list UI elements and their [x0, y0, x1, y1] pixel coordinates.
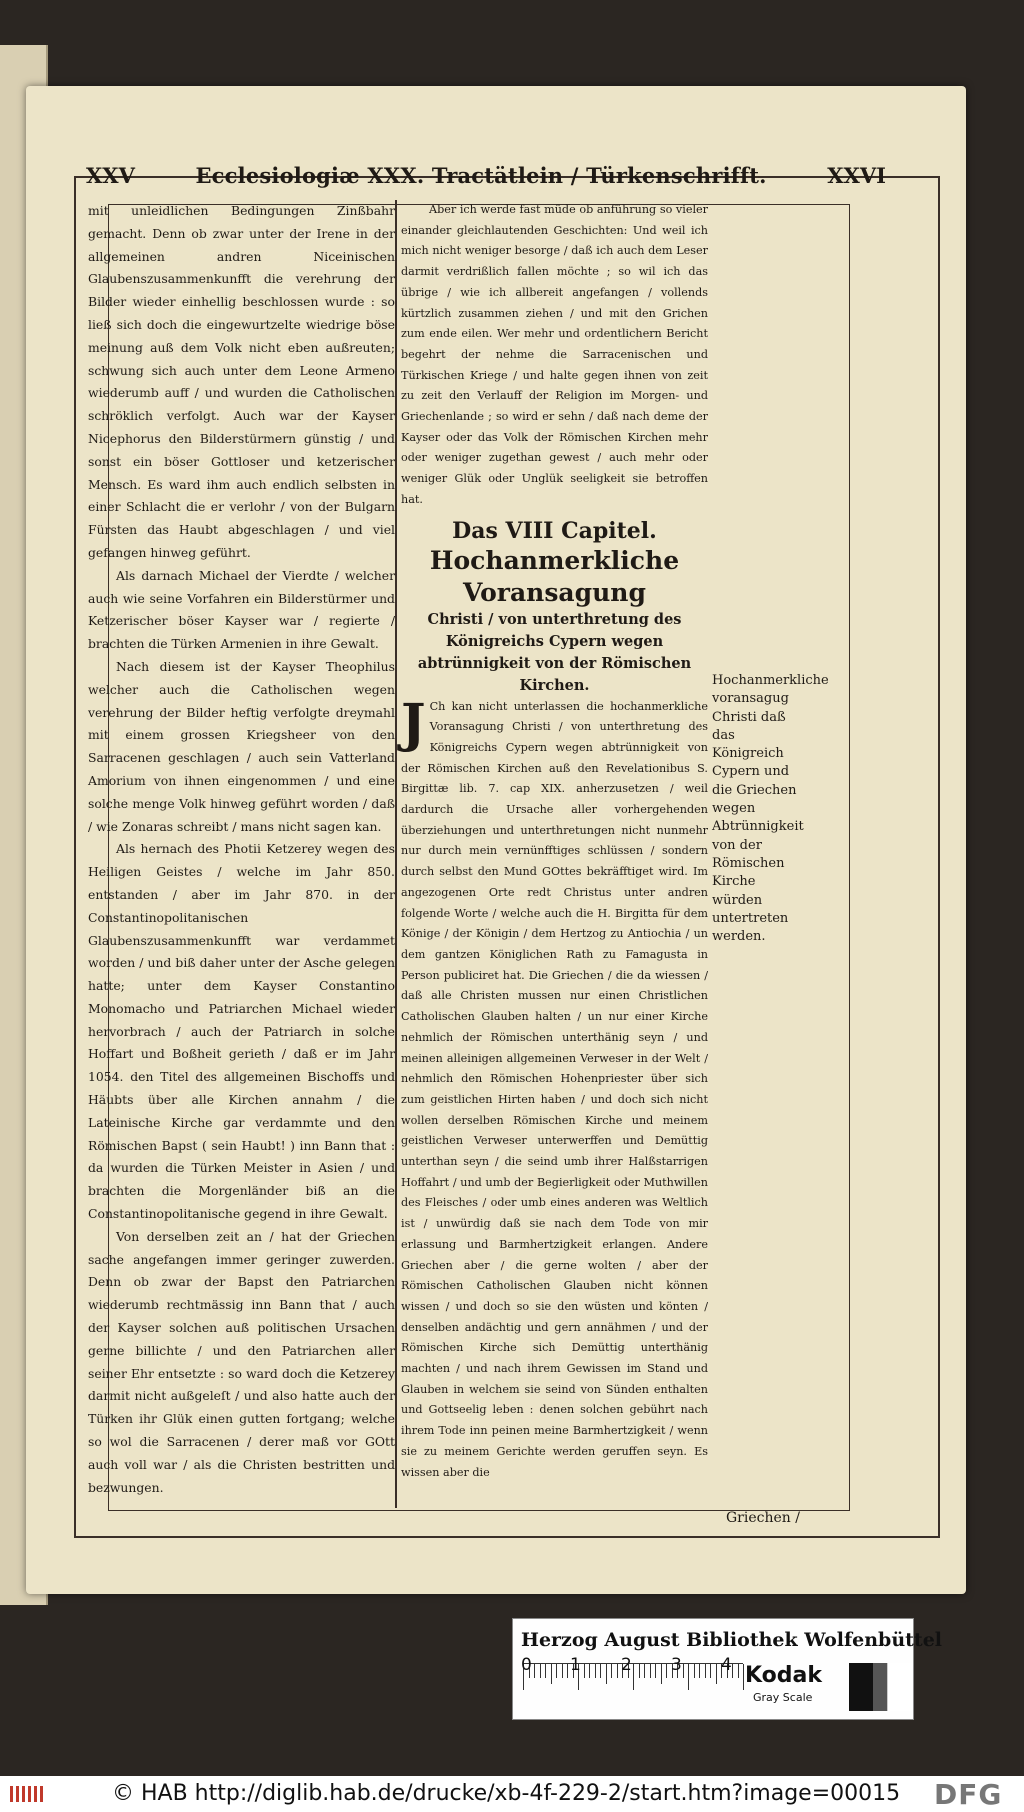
ruler-tick — [699, 1664, 700, 1678]
ruler-tick — [743, 1664, 744, 1690]
ruler-tick — [540, 1664, 541, 1678]
source-link[interactable]: © HAB http://diglib.hab.de/drucke/xb-4f-229-2/start.htm?image=00015 — [112, 1781, 901, 1806]
ruler-tick — [732, 1664, 733, 1678]
ruler-tick — [633, 1664, 634, 1690]
header-right: XXVI — [827, 162, 886, 188]
ruler-tick — [650, 1664, 651, 1678]
running-header — [86, 161, 886, 189]
book-page — [26, 86, 966, 1594]
ruler-tick — [589, 1664, 590, 1678]
ruler-tick — [666, 1664, 667, 1678]
paragraph: Als darnach Michael der Vierdte / welcher auch wie seine Vorfahren ein Bilderstürmer und Ketzerischer böser Kayser war / regierte / brachten die Türken Armenien in ihre Gewalt. — [88, 567, 395, 652]
paragraph: Aber ich werde fast müde ob anführung so vieler einander gleichlautenden Geschichten: Und weil ich mich nicht weniger besorge / daß ich auch dem Leser darmit verdrißlich fallen möchte ; so wil ich das übrige / wie ich allbereit angefangen / vollends kürtzlich zusammen ziehen / und mit den Grichen zum ende eilen. Wer mehr und ordentlichern Bericht begehrt der nehme die Sarracenischen und Türkischen Kriege / und halte gegen ihnen von zeit zu zeit den Verlauff der Religion im Morgen- und Griechenlande ; so wird er sehn / daß nach deme der Kayser oder das Volk der Römischen Kirchen mehr oder weniger zugethan gewest / auch mehr oder weniger Glük oder Unglük seeligkeit sie betroffen hat. — [401, 203, 708, 506]
ruler-tick — [694, 1664, 695, 1678]
ruler-tick — [705, 1664, 706, 1678]
ruler-tick — [562, 1664, 563, 1678]
chapter-text: Ch kan nicht unterlassen die hochanmerkliche Voransagung Christi / von unterthretung des Königreichs Cypern wegen abtrünnigkeit von der Römischen Kirchen auß den Revelationibus S. Birgittæ lib. 7. cap XIX. anherzusetzen / weil dardurch die Ursache aller vorhergehenden überziehungen und unterthretungen nicht nunmehr nur durch mein vernünfftiges schlüssen / sondern durch selbst den Mund GOttes bekräfftiget wird. Im angezogenen Orte redt Christus unter andren folgende Worte / welche auch die H. Birgitta für dem Könige / der Königin / dem Hertzog zu Antiochia / un dem gantzen Königlichen Rath zu Famagusta in Person publiciret hat. Die Griechen / die da wiessen / daß alle Christen mussen nur einen Christlichen Catholischen Glauben halten / un nur einer Kirche nehmlich der Römischen unterthänig seyn / und meinen alleinigen allgemeinen Verweser in der Welt / nehmlich den Römischen Hohenpriester über sich zum geistlichen Hirten haben / und doch sich nicht wollen derselben Römischen Kirche und meinem geistlichen Verweser unterwerffen und Demüttig unterthan seyn / die seind umb ihrer Halßstarrigen Hoffahrt / und umb der Begierligkeit oder Muthwillen des Fleisches / oder umb eines anderen was Weltlich ist / unwürdig daß sie nach dem Tode von mir erlassung und Barmhertzigkeit erlangen. Andere Griechen aber / die gerne wolten / aber der Römischen Catholischen Glauben nicht können wissen / und doch so sie den wüsten und könten / denselben andächtig und gern annähmen / und der Römischen Kirche sich Demüttig unterthänig machten / und nach ihrem Gewissen im Stand und Glauben in welchem sie seind von Sünden enthalten und Gottseelig leben : denen solchen gebührt nach ihrem Tode inn peinen meine Barmhertzigkeit / wenn sie zu meinem Gerichte werden geruffen seyn. Es wissen aber die — [401, 699, 708, 1479]
ruler-number: 0 — [521, 1655, 532, 1675]
margin-note: Hochanmerkliche voransagug Christi daß das Königreich Cypern und die Griechen wegen Abtrünnigkeit von der Römischen Kirche würden untertreten werden. — [712, 673, 829, 945]
ruler-tick — [644, 1664, 645, 1678]
scale-ruler — [523, 1663, 743, 1694]
ruler-number: 3 — [671, 1655, 682, 1675]
ruler-tick — [738, 1664, 739, 1678]
ruler-tick — [534, 1664, 535, 1678]
header-middle: Ecclesiologiæ XXX. Tractätlein / Türkenschrifft. — [195, 162, 767, 188]
ruler-number: 2 — [621, 1655, 632, 1675]
ruler-tick — [600, 1664, 601, 1678]
chapter-body — [401, 692, 708, 1484]
hab-logo-icon — [8, 1782, 48, 1806]
ruler-tick — [567, 1664, 568, 1678]
gray-swatch-mid — [873, 1663, 887, 1711]
right-column — [401, 200, 708, 1483]
ruler-tick — [655, 1664, 656, 1678]
ruler-tick — [595, 1664, 596, 1678]
ruler-tick — [688, 1664, 689, 1690]
library-name: Herzog August Bibliothek Wolfenbüttel — [521, 1629, 942, 1651]
drop-cap: J — [401, 692, 426, 754]
kodak-brand: Kodak — [745, 1663, 822, 1688]
library-color-card — [512, 1618, 942, 1720]
footer-bar — [0, 1776, 1024, 1812]
ruler-tick — [617, 1664, 618, 1678]
ruler-number: 1 — [570, 1655, 581, 1675]
ruler-tick — [556, 1664, 557, 1678]
gray-swatch-white — [887, 1663, 912, 1711]
ruler-number: 4 — [721, 1655, 732, 1675]
ruler-tick — [611, 1664, 612, 1678]
ruler-tick — [639, 1664, 640, 1678]
header-left: XXV — [86, 162, 135, 188]
ruler-tick — [584, 1664, 585, 1678]
ruler-tick — [710, 1664, 711, 1678]
ruler-tick — [661, 1664, 662, 1684]
paragraph: Nach diesem ist der Kayser Theophilus welcher auch die Catholischen wegen verehrung der Bilder heftig verfolgte dreymahl mit einem grossen Kriegsheer von den Sarracenen geschlagen / auch sein Vatterland Amorium von ihnen eingenommen / und eine solche menge Volk hinweg geführt worden / daß / wie Zonaras schreibt / mans nicht sagen kan. — [88, 658, 395, 834]
left-column — [88, 200, 395, 1499]
ruler-tick — [683, 1664, 684, 1678]
ruler-tick — [551, 1664, 552, 1684]
chapter-number: Das VIII Capitel. — [452, 517, 657, 544]
column-rule — [395, 200, 397, 1508]
catchword: Griechen / — [726, 1510, 800, 1526]
paragraph: Als hernach des Photii Ketzerey wegen des Heiligen Geistes / welche im Jahr 850. entstanden / aber im Jahr 870. in der Constantinopolitanischen Glaubenszusammenkunfft war verdammet worden / und biß daher unter der Asche gelegen hatte; unter dem Kayser Constantino Monomacho und Patriarchen Michael wieder hervorbrach / auch der Patriarch in solche Hoffart und Boßheit gerieth / daß er im Jahr 1054. den Titel des allgemeinen Bischoffs und Häubts über alle Kirchen annahm / die Lateinische Kirche gar verdammte und den Römischen Bapst ( sein Haubt! ) inn Bann that : da wurden die Türken Meister in Asien / und brachten die Morgenländer biß an die Constantinopolitanische gegend in ihre Gewalt. — [88, 841, 395, 1222]
gray-scale-label: Gray Scale — [753, 1691, 813, 1704]
paragraph: mit unleidlichen Bedingungen Zinßbahr gemacht. Denn ob zwar unter der Irene in der allgemeinen andren Niceinischen Glaubenszusammenkunfft die verehrung der Bilder wieder einhellig beschlossen wurde : so ließ sich doch die eingewurtzelte wiedrige böse meinung auß dem Volk nicht eben außreuten; schwung sich auch unter dem Leone Armeno wiederumb auff / und wurden die Catholischen schröklich verfolgt. Auch war der Kayser Nicephorus den Bilderstürmern günstig / und sonst ein böser Gottloser und ketzerischer Mensch. Es ward ihm auch endlich selbsten in einer Schlacht die er verlohr / von der Bulgarn Fürsten das Haubt abgeschlagen / und viel gefangen hinweg geführt. — [88, 203, 395, 560]
ruler-tick — [606, 1664, 607, 1684]
dfg-logo: DFG — [934, 1778, 1003, 1811]
chapter-title: Hochanmerkliche Voransagung — [429, 545, 680, 607]
paragraph: Von derselben zeit an / hat der Griechen sache angefangen immer geringer zuwerden. Denn ob zwar der Bapst den Patriarchen wiederumb rechtmässig inn Bann that / auch der Kayser solchen auß politischen Ursachen gerne billichte / und den Patriarchen aller seiner Ehr entsetzte : so ward doch die Ketzerey darmit nicht außgeleſt / und also hatte auch der Türken ihr Glük einen gutten fortgang; welche so wol die Sarracenen / derer maß vor GOtt auch voll war / als die Christen bestritten und bezwungen. — [88, 1228, 395, 1495]
ruler-tick — [545, 1664, 546, 1678]
ruler-tick — [716, 1664, 717, 1684]
chapter-subtitle: Christi / von unterthretung des Königreichs Cypern wegen abtrünnigkeit von der Römischen Kirchen. — [417, 610, 692, 694]
gray-swatch-black — [849, 1663, 873, 1711]
